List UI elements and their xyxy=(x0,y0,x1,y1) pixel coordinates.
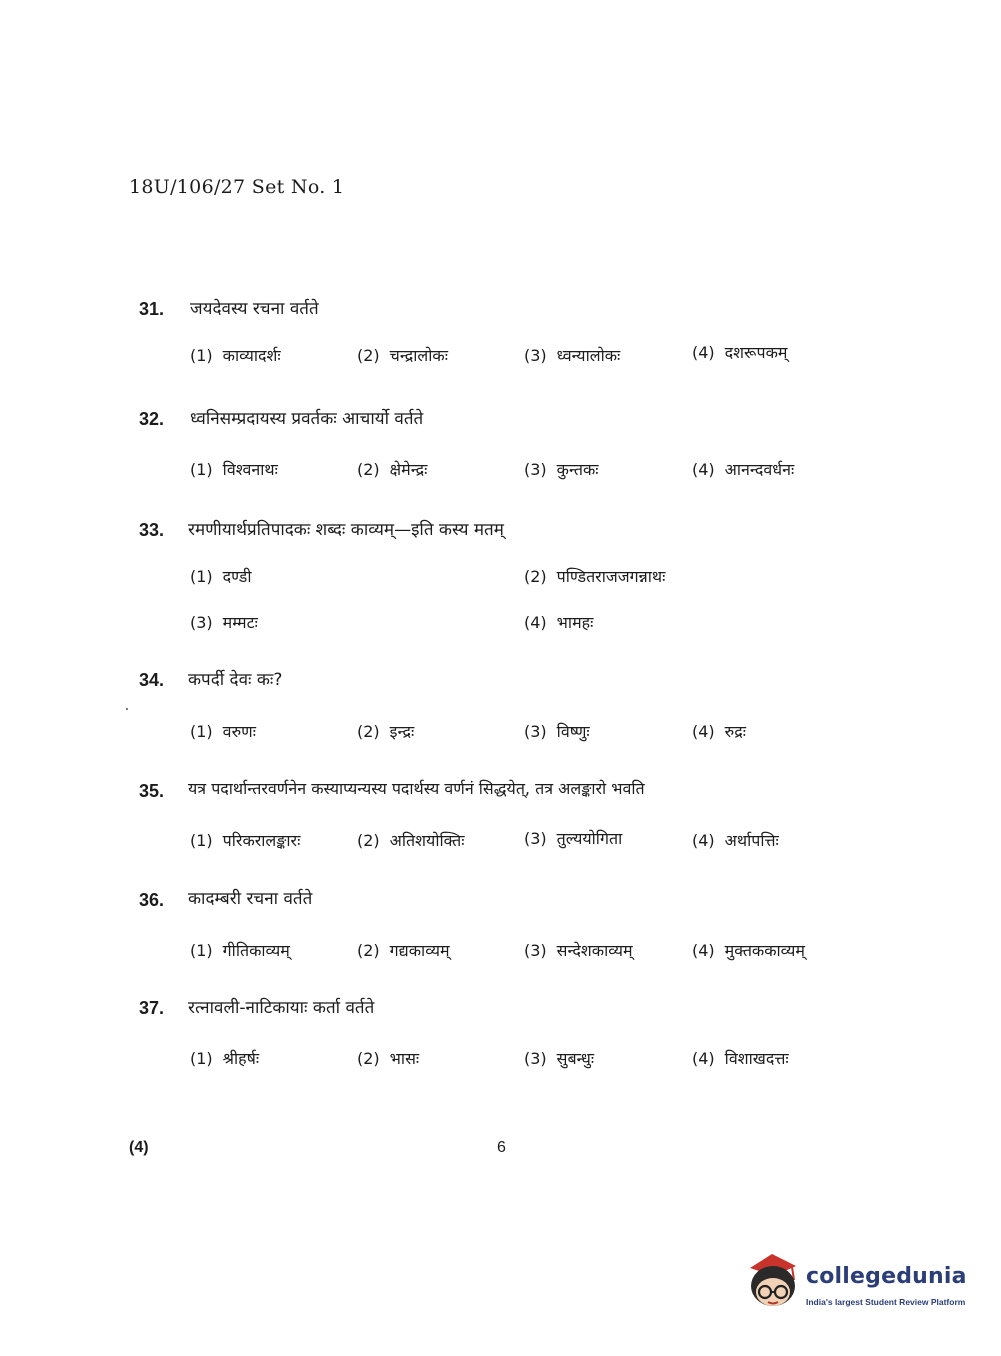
question-text: ध्वनिसम्प्रदायस्य प्रवर्तकः आचार्यो वर्तते xyxy=(190,409,424,429)
option: (4) विशाखदत्तः xyxy=(692,1049,789,1068)
option: (3) सन्देशकाव्यम् xyxy=(524,941,633,960)
question-number: 35. xyxy=(139,781,165,801)
option: (2) क्षेमेन्द्रः xyxy=(357,460,428,479)
question-number: 32. xyxy=(139,409,165,429)
question-text: रत्नावली-नाटिकायाः कर्ता वर्तते xyxy=(188,998,375,1018)
paper-code: 18U/106/27 Set No. 1 xyxy=(129,176,345,198)
question-text: यत्र पदार्थान्तरवर्णनेन कस्याप्यन्यस्य पदार्थस्य वर्णनं सिद्धयेत्, तत्र अलङ्कारो भवति xyxy=(188,779,645,798)
option: (1) परिकरालङ्कारः xyxy=(190,831,301,850)
option: (4) आनन्दवर्धनः xyxy=(692,460,795,479)
question-text: जयदेवस्य रचना वर्तते xyxy=(190,299,319,319)
question-number: 37. xyxy=(139,998,165,1018)
question-text: कादम्बरी रचना वर्तते xyxy=(188,889,313,909)
brand-name: collegedunia xyxy=(806,1264,967,1289)
question-text: रमणीयार्थप्रतिपादकः शब्दः काव्यम्—इति कस्य मतम् xyxy=(188,520,504,540)
question-number: 33. xyxy=(139,520,165,540)
option: (4) मुक्तककाव्यम् xyxy=(692,941,805,960)
option: (3) तुल्ययोगिता xyxy=(524,829,623,848)
page-number: 6 xyxy=(497,1139,506,1156)
option: (3) कुन्तकः xyxy=(524,460,599,479)
option: (1) श्रीहर्षः xyxy=(190,1049,260,1068)
brand-tagline: India's largest Student Review Platform xyxy=(806,1297,966,1307)
question-number: 34. xyxy=(139,670,165,690)
option: (1) दण्डी xyxy=(190,567,252,586)
option: (2) अतिशयोक्तिः xyxy=(357,831,465,850)
option: (3) मम्मटः xyxy=(190,613,258,632)
option: (1) गीतिकाव्यम् xyxy=(190,941,290,960)
option: (3) विष्णुः xyxy=(524,722,590,741)
scan-speck xyxy=(126,708,128,710)
option: (1) विश्वनाथः xyxy=(190,460,278,479)
question-number: 31. xyxy=(139,299,165,319)
option: (1) काव्यादर्शः xyxy=(190,346,281,365)
option: (4) भामहः xyxy=(524,613,594,632)
option: (2) गद्यकाव्यम् xyxy=(357,941,450,960)
question-number: 36. xyxy=(139,890,165,910)
footer-marker: (4) xyxy=(129,1139,149,1156)
option: (3) सुबन्धुः xyxy=(524,1049,595,1068)
option: (3) ध्वन्यालोकः xyxy=(524,346,621,365)
collegedunia-mascot-icon xyxy=(742,1250,804,1312)
question-text: कपर्दी देवः कः? xyxy=(188,670,283,690)
option: (1) वरुणः xyxy=(190,722,256,741)
option: (4) अर्थापत्तिः xyxy=(692,831,779,850)
option: (4) दशरूपकम् xyxy=(692,343,788,362)
option: (2) पण्डितराजजगन्नाथः xyxy=(524,567,666,586)
option: (4) रुद्रः xyxy=(692,722,746,741)
option: (2) इन्द्रः xyxy=(357,722,415,741)
option: (2) भासः xyxy=(357,1049,420,1068)
option: (2) चन्द्रालोकः xyxy=(357,346,448,365)
